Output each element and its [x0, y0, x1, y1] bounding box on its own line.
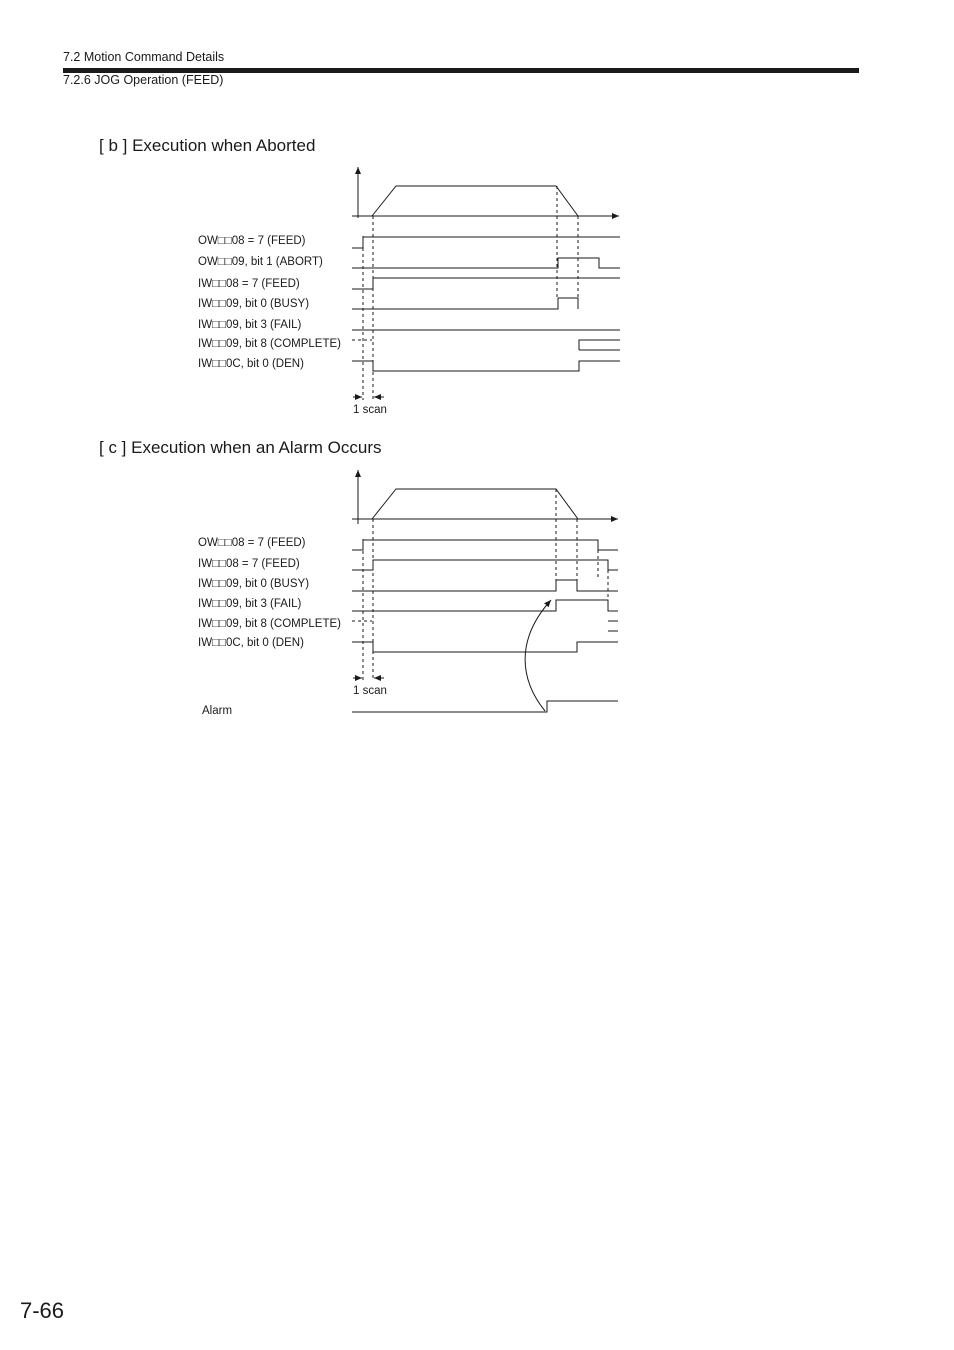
header-section: 7.2 Motion Command Details [63, 50, 225, 64]
signal-label: IW□□0C, bit 0 (DEN) [198, 358, 304, 370]
signal-label: OW□□09, bit 1 (ABORT) [198, 256, 323, 268]
signal-label: IW□□09, bit 0 (BUSY) [198, 298, 310, 310]
signal-label: OW□□08 = 7 (FEED) [198, 235, 306, 247]
signal-label: IW□□09, bit 8 (COMPLETE) [198, 338, 341, 350]
signal-iw0c-den [352, 361, 620, 371]
alarm-cause-arrow [525, 600, 551, 711]
signal-ow08-feed [352, 540, 618, 550]
signal-ow09-abort [352, 258, 620, 268]
signal-ow08-feed [352, 237, 620, 248]
section-b-title: [ b ] Execution when Aborted [99, 136, 316, 155]
signal-label: OW□□08 = 7 (FEED) [198, 537, 306, 549]
signal-iw08-feed [352, 560, 618, 570]
signal-label: IW□□09, bit 3 (FAIL) [198, 319, 302, 331]
signal-label: IW□□0C, bit 0 (DEN) [198, 637, 304, 649]
signal-label: IW□□09, bit 0 (BUSY) [198, 578, 310, 590]
signal-iw09-fail [352, 600, 618, 611]
speed-profile [372, 489, 578, 519]
signal-label: IW□□08 = 7 (FEED) [198, 558, 300, 570]
signal-iw08-feed [352, 278, 620, 289]
header-subsection: 7.2.6 JOG Operation (FEED) [63, 73, 224, 87]
signal-label: IW□□09, bit 3 (FAIL) [198, 598, 302, 610]
signal-iw0c-den [352, 642, 618, 652]
timing-diagram-alarm [0, 462, 954, 722]
signal-iw09-busy [352, 298, 578, 309]
scan-label: 1 scan [353, 404, 387, 416]
page-number: 7-66 [20, 1298, 65, 1323]
section-c-title: [ c ] Execution when an Alarm Occurs [99, 438, 382, 457]
signal-label: IW□□08 = 7 (FEED) [198, 278, 300, 290]
signal-iw09-busy [352, 580, 618, 591]
signal-iw09-complete [579, 340, 620, 350]
scan-label: 1 scan [353, 685, 387, 697]
alarm-label: Alarm [202, 705, 233, 717]
signal-label: IW□□09, bit 8 (COMPLETE) [198, 618, 341, 630]
speed-profile [372, 186, 578, 216]
timing-diagram-aborted [0, 160, 954, 420]
signal-alarm [352, 701, 618, 712]
